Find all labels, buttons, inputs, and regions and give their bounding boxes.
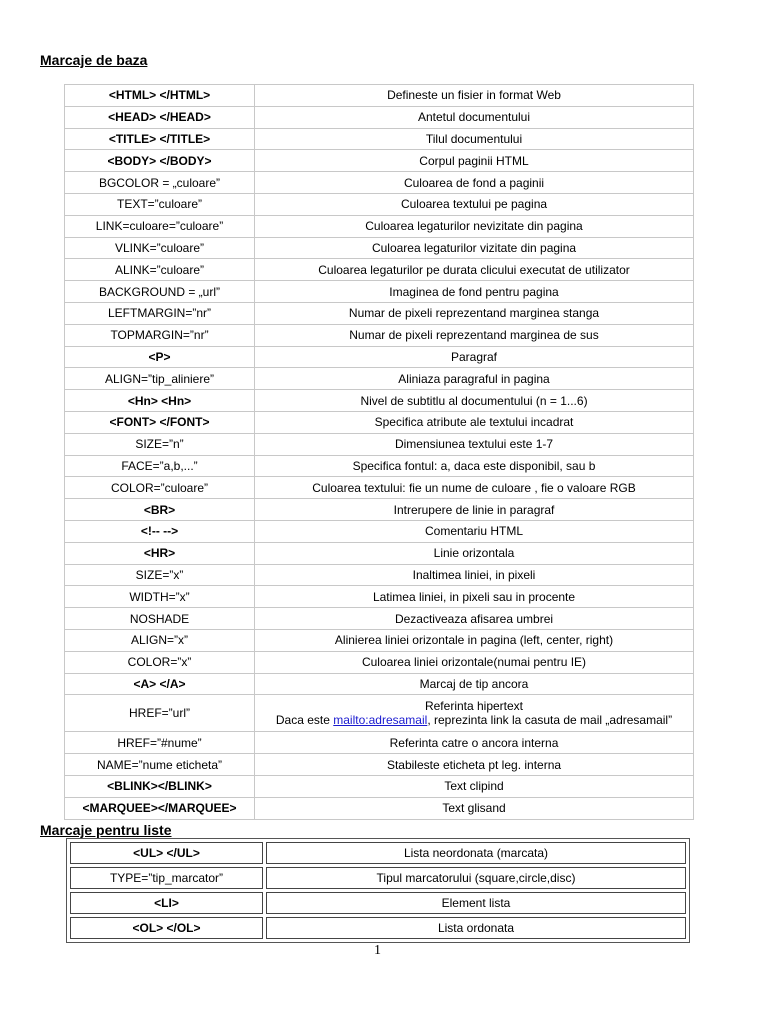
tag-cell: <OL> </OL>: [70, 917, 263, 939]
tag-cell: WIDTH=”x”: [65, 586, 255, 608]
table-row: [65, 150, 694, 172]
table-row: [65, 629, 694, 651]
description-cell: Paragraf: [255, 346, 694, 368]
table-row: [65, 564, 694, 586]
table-row: [65, 324, 694, 346]
description-cell: Specifica atribute ale textului incadrat: [255, 411, 694, 433]
description-cell: Tilul documentului: [255, 128, 694, 150]
table-row: [65, 651, 694, 673]
table-row: [65, 259, 694, 281]
tag-cell: <HR>: [65, 542, 255, 564]
description-cell: Aliniaza paragraful in pagina: [255, 368, 694, 390]
description-cell: Lista ordonata: [266, 917, 686, 939]
description-cell: Element lista: [266, 892, 686, 914]
tag-cell: BACKGROUND = „url”: [65, 281, 255, 303]
table-row: [70, 867, 686, 889]
description-cell: Lista neordonata (marcata): [266, 842, 686, 864]
description-cell: Linie orizontala: [255, 542, 694, 564]
table-row: [65, 608, 694, 630]
tag-cell: <TITLE> </TITLE>: [65, 128, 255, 150]
table-row: [65, 128, 694, 150]
description-cell: Imaginea de fond pentru pagina: [255, 281, 694, 303]
description-cell: Culoarea legaturilor pe durata clicului executat de utilizator: [255, 259, 694, 281]
tag-cell: HREF=”#nume”: [65, 732, 255, 754]
tag-cell: TEXT=”culoare”: [65, 193, 255, 215]
description-cell: Culoarea legaturilor vizitate din pagina: [255, 237, 694, 259]
description-cell: Culoarea textului pe pagina: [255, 193, 694, 215]
tag-cell: ALIGN=”tip_aliniere”: [65, 368, 255, 390]
tag-cell: <BLINK></BLINK>: [65, 775, 255, 797]
tag-cell: <!-- -->: [65, 520, 255, 542]
table-row: [65, 411, 694, 433]
description-cell: Defineste un fisier in format Web: [255, 85, 694, 107]
description-cell: Culoarea textului: fie un nume de culoare , fie o valoare RGB: [255, 477, 694, 499]
description-cell: Dezactiveaza afisarea umbrei: [255, 608, 694, 630]
tag-cell: TYPE=”tip_marcator”: [70, 867, 263, 889]
tag-cell: <FONT> </FONT>: [65, 411, 255, 433]
description-cell: Stabileste eticheta pt leg. interna: [255, 754, 694, 776]
tag-cell: TOPMARGIN=”nr”: [65, 324, 255, 346]
table-row: [65, 542, 694, 564]
description-cell: Numar de pixeli reprezentand marginea stanga: [255, 302, 694, 324]
tag-cell: LEFTMARGIN=”nr”: [65, 302, 255, 324]
table-row: [65, 455, 694, 477]
table-row: [65, 215, 694, 237]
description-cell: Latimea liniei, in pixeli sau in procente: [255, 586, 694, 608]
description-cell: Inaltimea liniei, in pixeli: [255, 564, 694, 586]
tag-cell: SIZE=”x”: [65, 564, 255, 586]
table-row: [65, 302, 694, 324]
description-cell: Specifica fontul: a, daca este disponibil, sau b: [255, 455, 694, 477]
tag-cell: COLOR=”x”: [65, 651, 255, 673]
table-row: [65, 673, 694, 695]
tag-cell: <P>: [65, 346, 255, 368]
description-cell: Tipul marcatorului (square,circle,disc): [266, 867, 686, 889]
description-cell: Nivel de subtitlu al documentului (n = 1...6): [255, 390, 694, 412]
description-suffix: , reprezinta link la casuta de mail „adresamail”: [427, 713, 673, 728]
table-row: [65, 754, 694, 776]
tag-cell: <BODY> </BODY>: [65, 150, 255, 172]
tag-cell: ALINK=”culoare”: [65, 259, 255, 281]
tag-cell: <BR>: [65, 499, 255, 521]
tag-cell: SIZE=”n”: [65, 433, 255, 455]
description-cell: Culoarea liniei orizontale(numai pentru IE): [255, 651, 694, 673]
description-cell: Antetul documentului: [255, 106, 694, 128]
description-cell: Text clipind: [255, 775, 694, 797]
table-row: [65, 695, 694, 732]
tag-cell: <A> </A>: [65, 673, 255, 695]
table-row: [70, 842, 686, 864]
table-row: [65, 281, 694, 303]
description-cell: Culoarea de fond a paginii: [255, 172, 694, 194]
table-row: [65, 586, 694, 608]
description-cell: Dimensiunea textului este 1-7: [255, 433, 694, 455]
description-cell: Marcaj de tip ancora: [255, 673, 694, 695]
tag-cell: <Hn> <Hn>: [65, 390, 255, 412]
tag-cell: <LI>: [70, 892, 263, 914]
table-row: [65, 775, 694, 797]
table-row: [65, 193, 694, 215]
basic-tags-table: [64, 84, 694, 820]
table-row: [70, 892, 686, 914]
mailto-link[interactable]: mailto:adresamail: [333, 713, 428, 728]
tag-cell: <UL> </UL>: [70, 842, 263, 864]
section-heading-basic-tags: Marcaje de baza: [40, 52, 148, 68]
tag-cell: <HEAD> </HEAD>: [65, 106, 255, 128]
list-tags-table: [66, 838, 690, 943]
table-row: [65, 85, 694, 107]
tag-cell: NAME=”nume eticheta”: [65, 754, 255, 776]
table-row: [70, 917, 686, 939]
description-cell: Intrerupere de linie in paragraf: [255, 499, 694, 521]
table-row: [65, 433, 694, 455]
tag-cell: VLINK=”culoare”: [65, 237, 255, 259]
description-cell: [255, 695, 694, 732]
table-row: [65, 106, 694, 128]
description-cell: Referinta catre o ancora interna: [255, 732, 694, 754]
tag-cell: HREF=”url”: [65, 695, 255, 732]
description-line: [258, 713, 690, 727]
tag-cell: <MARQUEE></MARQUEE>: [65, 797, 255, 819]
tag-cell: BGCOLOR = „culoare”: [65, 172, 255, 194]
table-row: [65, 237, 694, 259]
description-cell: Alinierea liniei orizontale in pagina (left, center, right): [255, 629, 694, 651]
table-row: [65, 368, 694, 390]
tag-cell: NOSHADE: [65, 608, 255, 630]
description-cell: Culoarea legaturilor nevizitate din pagina: [255, 215, 694, 237]
description-cell: Numar de pixeli reprezentand marginea de sus: [255, 324, 694, 346]
description-line: Referinta hipertext: [424, 699, 524, 714]
description-cell: Comentariu HTML: [255, 520, 694, 542]
description-prefix: Daca este: [275, 713, 334, 728]
tag-cell: ALIGN=”x”: [65, 629, 255, 651]
table-row: [65, 346, 694, 368]
tag-cell: FACE=”a,b,...”: [65, 455, 255, 477]
tag-cell: LINK=culoare=”culoare”: [65, 215, 255, 237]
table-row: [65, 797, 694, 819]
description-cell: Text glisand: [255, 797, 694, 819]
tag-cell: <HTML> </HTML>: [65, 85, 255, 107]
description-cell: Corpul paginii HTML: [255, 150, 694, 172]
table-row: [65, 172, 694, 194]
table-row: [65, 499, 694, 521]
table-row: [65, 477, 694, 499]
table-row: [65, 732, 694, 754]
tag-cell: COLOR=”culoare”: [65, 477, 255, 499]
table-row: [65, 390, 694, 412]
section-heading-list-tags: Marcaje pentru liste: [40, 822, 172, 838]
page-number: 1: [374, 943, 381, 958]
table-row: [65, 520, 694, 542]
